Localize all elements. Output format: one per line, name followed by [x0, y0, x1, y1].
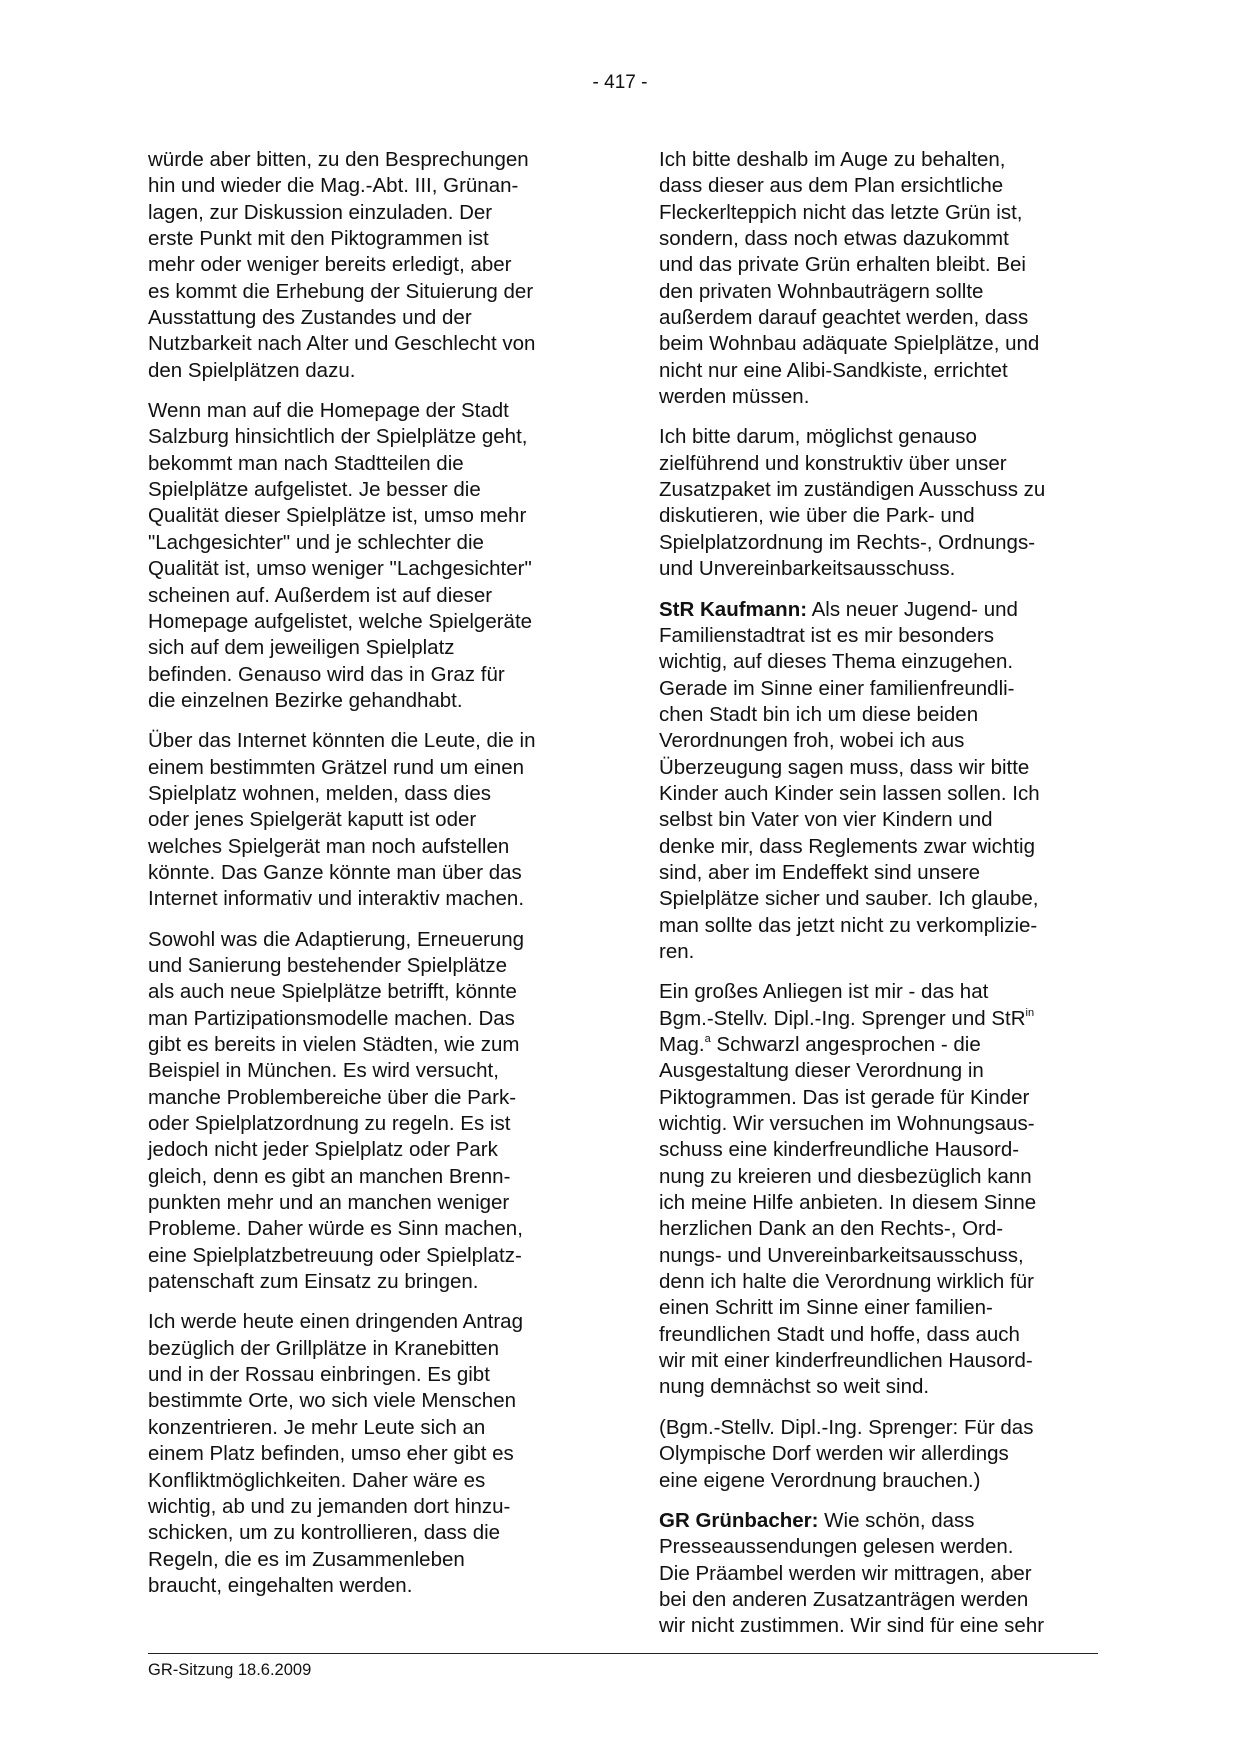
text-line: Ausstattung des Zustandes und der: [148, 306, 472, 330]
text-line: die einzelnen Bezirke gehandhabt.: [148, 688, 463, 712]
text-line: ren.: [659, 939, 695, 963]
text-line: sind, aber im Endeffekt sind unsere: [659, 860, 980, 884]
text-line: gibt es bereits in vielen Städten, wie zum: [148, 1033, 520, 1056]
text-line: einem Platz befinden, umso eher gibt es: [148, 1442, 514, 1466]
text-line: "Lachgesichter" und je schlechter die: [148, 530, 484, 554]
text-line: Spielplätze aufgelistet. Je besser die: [148, 478, 481, 502]
text-line: einem bestimmten Grätzel rund um einen: [148, 755, 525, 779]
right-column: [659, 147, 1097, 1654]
text-line: bekommt man nach Stadtteilen die: [148, 451, 464, 475]
text-line: werden müssen.: [659, 385, 810, 409]
text-line: Regeln, die es im Zusammenleben: [148, 1547, 465, 1571]
text-line: als auch neue Spielplätze betrifft, könnte: [148, 980, 517, 1004]
text-line: Ein großes Anliegen ist mir - das hat: [659, 980, 989, 1004]
text-line: den Spielplätzen dazu.: [148, 358, 356, 382]
text-line: oder jenes Spielgerät kaputt ist oder: [148, 808, 477, 832]
speaker-name: StR Kaufmann:: [659, 597, 808, 621]
text-fragment: Bgm.-Stellv. Dipl.-Ing. Sprenger und StR: [659, 1006, 1026, 1030]
text-line: man Partizipationsmodelle machen. Das: [148, 1006, 515, 1030]
text-line: Salzburg hinsichtlich der Spielplätze geht,: [148, 425, 528, 449]
speaker-name: GR Grünbacher:: [659, 1508, 819, 1532]
text-line: punkten mehr und an manchen weniger: [148, 1191, 510, 1215]
text-line: jedoch nicht jeder Spielplatz oder Park: [148, 1138, 498, 1162]
text-line: es kommt die Erhebung der Situierung der: [148, 279, 534, 303]
text-line: Probleme. Daher würde es Sinn machen,: [148, 1217, 523, 1241]
text-line: dass dieser aus dem Plan ersichtliche: [659, 174, 1004, 198]
text-line: herzlichen Dank an den Rechts-, Ord-: [659, 1217, 1004, 1241]
text-line: wichtig, auf dieses Thema einzugehen.: [659, 650, 1014, 674]
text-line: Sowohl was die Adaptierung, Erneuerung: [148, 927, 525, 951]
text-line: hin und wieder die Mag.-Abt. III, Grünan-: [148, 174, 519, 198]
text-line: konzentrieren. Je mehr Leute sich an: [148, 1415, 486, 1439]
text-line: außerdem darauf geachtet werden, dass: [659, 306, 1029, 330]
text-line: [659, 1032, 1097, 1058]
text-line: einen Schritt im Sinne einer familien-: [659, 1296, 993, 1320]
text-line: Wenn man auf die Homepage der Stadt: [148, 399, 509, 423]
footer-text: GR-Sitzung 18.6.2009: [148, 1661, 312, 1679]
text-line: Kinder auch Kinder sein lassen sollen. Ich: [659, 781, 1040, 805]
text-line: Ich werde heute einen dringenden Antrag: [148, 1310, 523, 1334]
text-line: Nutzbarkeit nach Alter und Geschlecht von: [148, 332, 536, 356]
text-line: denn ich halte die Verordnung wirklich für: [659, 1270, 1034, 1294]
text-line: Olympische Dorf werden wir allerdings: [659, 1442, 1009, 1466]
text-line: Ich bitte deshalb im Auge zu behalten,: [659, 148, 1006, 171]
footer-divider: [148, 1653, 1098, 1654]
text-line: mehr oder weniger bereits erledigt, aber: [148, 253, 512, 277]
text-line: selbst bin Vater von vier Kindern und: [659, 808, 993, 832]
text-line: Verordnungen froh, wobei ich aus: [659, 729, 965, 753]
text-line: man sollte das jetzt nicht zu verkomplizie-: [659, 913, 1038, 937]
text-line: nung zu kreieren und diesbezüglich kann: [659, 1164, 1032, 1188]
left-paragraph-1: [148, 147, 586, 384]
right-paragraph-6: [659, 1508, 1097, 1640]
text-line: gleich, denn es gibt an manchen Brenn-: [148, 1164, 511, 1188]
right-paragraph-1: [659, 147, 1097, 410]
text-line: könnte. Das Ganze könnte man über das: [148, 860, 522, 884]
text-line: Ich bitte darum, möglichst genauso: [659, 425, 977, 449]
text-line: welches Spielgerät man noch aufstellen: [148, 834, 510, 858]
text-line: denke mir, dass Reglements zwar wichtig: [659, 834, 1035, 858]
text-fragment: Schwarzl angesprochen - die: [710, 1033, 981, 1056]
text-line: Beispiel in München. Es wird versucht,: [148, 1059, 499, 1083]
left-paragraph-4: [148, 927, 586, 1296]
text-line: schuss eine kinderfreundliche Hausord-: [659, 1138, 1020, 1162]
left-paragraph-2: [148, 398, 586, 714]
right-paragraph-3: [659, 597, 1097, 966]
text-line: und Sanierung bestehender Spielplätze: [148, 953, 508, 977]
right-paragraph-2: [659, 424, 1097, 582]
text-line: Internet informativ und interaktiv machen.: [148, 887, 525, 911]
text-line: und in der Rossau einbringen. Es gibt: [148, 1363, 490, 1387]
text-line: erste Punkt mit den Piktogrammen ist: [148, 227, 489, 251]
text-line: Konfliktmöglichkeiten. Daher wäre es: [148, 1468, 486, 1492]
left-paragraph-5: [148, 1309, 586, 1599]
text-line: Gerade im Sinne einer familienfreundli-: [659, 676, 1015, 700]
text-line: Spielplätze sicher und sauber. Ich glaube,: [659, 887, 1039, 911]
text-line: freundlichen Stadt und hoffe, dass auch: [659, 1322, 1020, 1346]
text-line: schicken, um zu kontrollieren, dass die: [148, 1521, 501, 1545]
text-line: Ausgestaltung dieser Verordnung in: [659, 1059, 984, 1083]
page-number: - 417 -: [592, 72, 648, 93]
text-line: eine eigene Verordnung brauchen.): [659, 1468, 981, 1492]
text-line: bezüglich der Grillplätze in Kranebitten: [148, 1336, 499, 1360]
text-line: manche Problembereiche über die Park-: [148, 1085, 517, 1109]
text-line: nicht nur eine Alibi-Sandkiste, errichtet: [659, 358, 1008, 382]
text-line: patenschaft zum Einsatz zu bringen.: [148, 1270, 479, 1294]
text-line: (Bgm.-Stellv. Dipl.-Ing. Sprenger: Für das: [659, 1415, 1034, 1439]
text-line: und das private Grün erhalten bleibt. Bei: [659, 253, 1026, 277]
text-line: zielführend und konstruktiv über unser: [659, 451, 1007, 475]
text-line: Qualität ist, umso weniger "Lachgesichter": [148, 557, 532, 581]
text-line: [659, 1006, 1097, 1032]
text-line: ich meine Hilfe anbieten. In diesem Sinne: [659, 1191, 1037, 1215]
text-line: wichtig. Wir versuchen im Wohnungsaus-: [659, 1112, 1035, 1136]
text-line: Qualität dieser Spielplätze ist, umso mehr: [148, 504, 527, 528]
text-line: wir mit einer kinderfreundlichen Hausord-: [659, 1349, 1033, 1373]
text-line: Über das Internet könnten die Leute, die in: [148, 729, 536, 753]
text-line: scheinen auf. Außerdem ist auf dieser: [148, 583, 493, 607]
text-line: wichtig, ab und zu jemanden dort hinzu-: [148, 1494, 511, 1518]
text-line: bestimmte Orte, wo sich viele Menschen: [148, 1389, 516, 1413]
superscript: a: [704, 1033, 711, 1045]
text-line: Überzeugung sagen muss, dass wir bitte: [659, 755, 1030, 779]
text-line: Presseaussendungen gelesen werden.: [659, 1535, 1014, 1559]
text-line: Piktogrammen. Das ist gerade für Kinder: [659, 1085, 1030, 1109]
text-fragment: Wie schön, dass: [818, 1508, 975, 1532]
superscript: in: [1025, 1006, 1035, 1019]
text-line: nungs- und Unvereinbarkeitsausschuss,: [659, 1243, 1024, 1267]
text-line: [659, 597, 1097, 623]
text-line: oder Spielplatzordnung zu regeln. Es ist: [148, 1112, 511, 1136]
text-line: braucht, eingehalten werden.: [148, 1573, 413, 1597]
right-paragraph-4: [659, 979, 1097, 1401]
text-line: den privaten Wohnbauträgern sollte: [659, 279, 984, 303]
text-line: sondern, dass noch etwas dazukommt: [659, 227, 1009, 251]
text-line: und Unvereinbarkeitsausschuss.: [659, 557, 956, 581]
text-line: Homepage aufgelistet, welche Spielgeräte: [148, 609, 533, 633]
text-line: bei den anderen Zusatzanträgen werden: [659, 1587, 1029, 1611]
text-line: Fleckerlteppich nicht das letzte Grün ist,: [659, 200, 1023, 224]
text-line: lagen, zur Diskussion einzuladen. Der: [148, 200, 493, 224]
text-line: [659, 1508, 1097, 1534]
text-fragment: Als neuer Jugend- und: [807, 597, 1018, 621]
text-line: Spielplatzordnung im Rechts-, Ordnungs-: [659, 530, 1036, 554]
text-line: eine Spielplatzbetreuung oder Spielplatz-: [148, 1243, 522, 1267]
left-column: [148, 147, 586, 1613]
text-line: Familienstadtrat ist es mir besonders: [659, 623, 994, 647]
text-line: befinden. Genauso wird das in Graz für: [148, 662, 505, 686]
text-line: Zusatzpaket im zuständigen Ausschuss zu: [659, 478, 1046, 502]
text-line: beim Wohnbau adäquate Spielplätze, und: [659, 332, 1040, 356]
text-line: würde aber bitten, zu den Besprechungen: [148, 148, 529, 171]
left-paragraph-3: [148, 728, 586, 912]
text-line: diskutieren, wie über die Park- und: [659, 504, 975, 528]
text-line: Spielplatz wohnen, melden, dass dies: [148, 781, 492, 805]
text-line: chen Stadt bin ich um diese beiden: [659, 702, 979, 726]
text-line: nung demnächst so weit sind.: [659, 1375, 930, 1399]
text-fragment: Mag.: [659, 1033, 705, 1056]
right-paragraph-5: [659, 1415, 1097, 1494]
text-line: Die Präambel werden wir mittragen, aber: [659, 1561, 1032, 1585]
text-line: sich auf dem jeweiligen Spielplatz: [148, 636, 455, 660]
text-line: wir nicht zustimmen. Wir sind für eine sehr: [659, 1614, 1045, 1638]
